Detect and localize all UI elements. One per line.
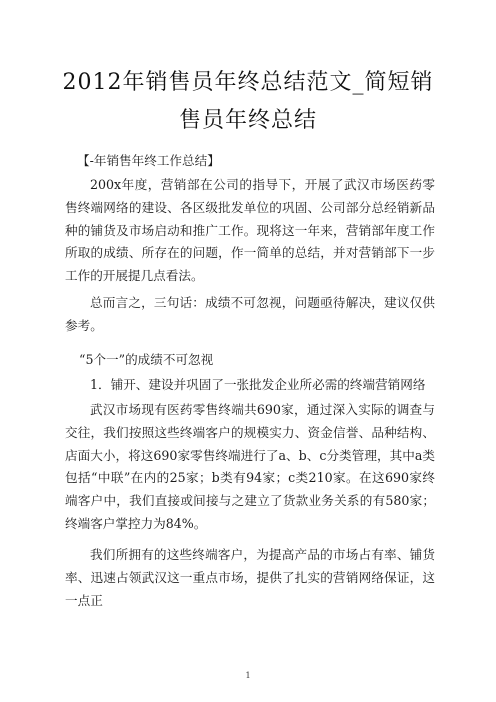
paragraph-item1-body: 武汉市场现有医药零售终端共690家，通过深入实际的调查与交往，我们按照这些终端客户的规模实力、资金信誉、品种结构、店面大小，将这690家零售终端进行了a、b、c分类管理，其中a类包括“中联”在内的25家；b类有94家；c类210家。在这690家终端客户中，我们直接或间接与之建立了货款业务关系的有580家；终端客户掌控力为84%。	[65, 402, 435, 531]
paragraph-intro: 200x年度，营销部在公司的指导下，开展了武汉市场医药零售终端网络的建设、各区级批发单位的巩固、公司部分总经销新品种的铺货及市场启动和推广工作。现将这一年来，营销部年度工作所取的成绩、所存在的问题，作一简单的总结，并对营销部下一步工作的开展提几点看法。	[65, 177, 435, 284]
document-title-line-2: 售员年终总结	[178, 108, 317, 133]
page-number: 1	[245, 671, 251, 680]
paragraph-item1-continued: 我们所拥有的这些终端客户，为提高产品的市场占有率、铺货率、迅速占领武汉这一重点市场，提供了扎实的营销网络保证，这一点正	[65, 547, 435, 608]
paragraph-summary: 总而言之，三句话：成绩不可忽视，问题亟待解决，建议仅供参考。	[65, 295, 435, 333]
item1-heading: 1．铺开、建设并巩固了一张批发企业所必需的终端营销网络	[90, 377, 426, 392]
subtitle: 【-年销售年终工作总结】	[77, 153, 220, 168]
document-title-line-1: 2012年销售员年终总结范文_简短销	[62, 70, 434, 95]
section-heading: “5个一”的成绩不可忽视	[79, 352, 214, 367]
